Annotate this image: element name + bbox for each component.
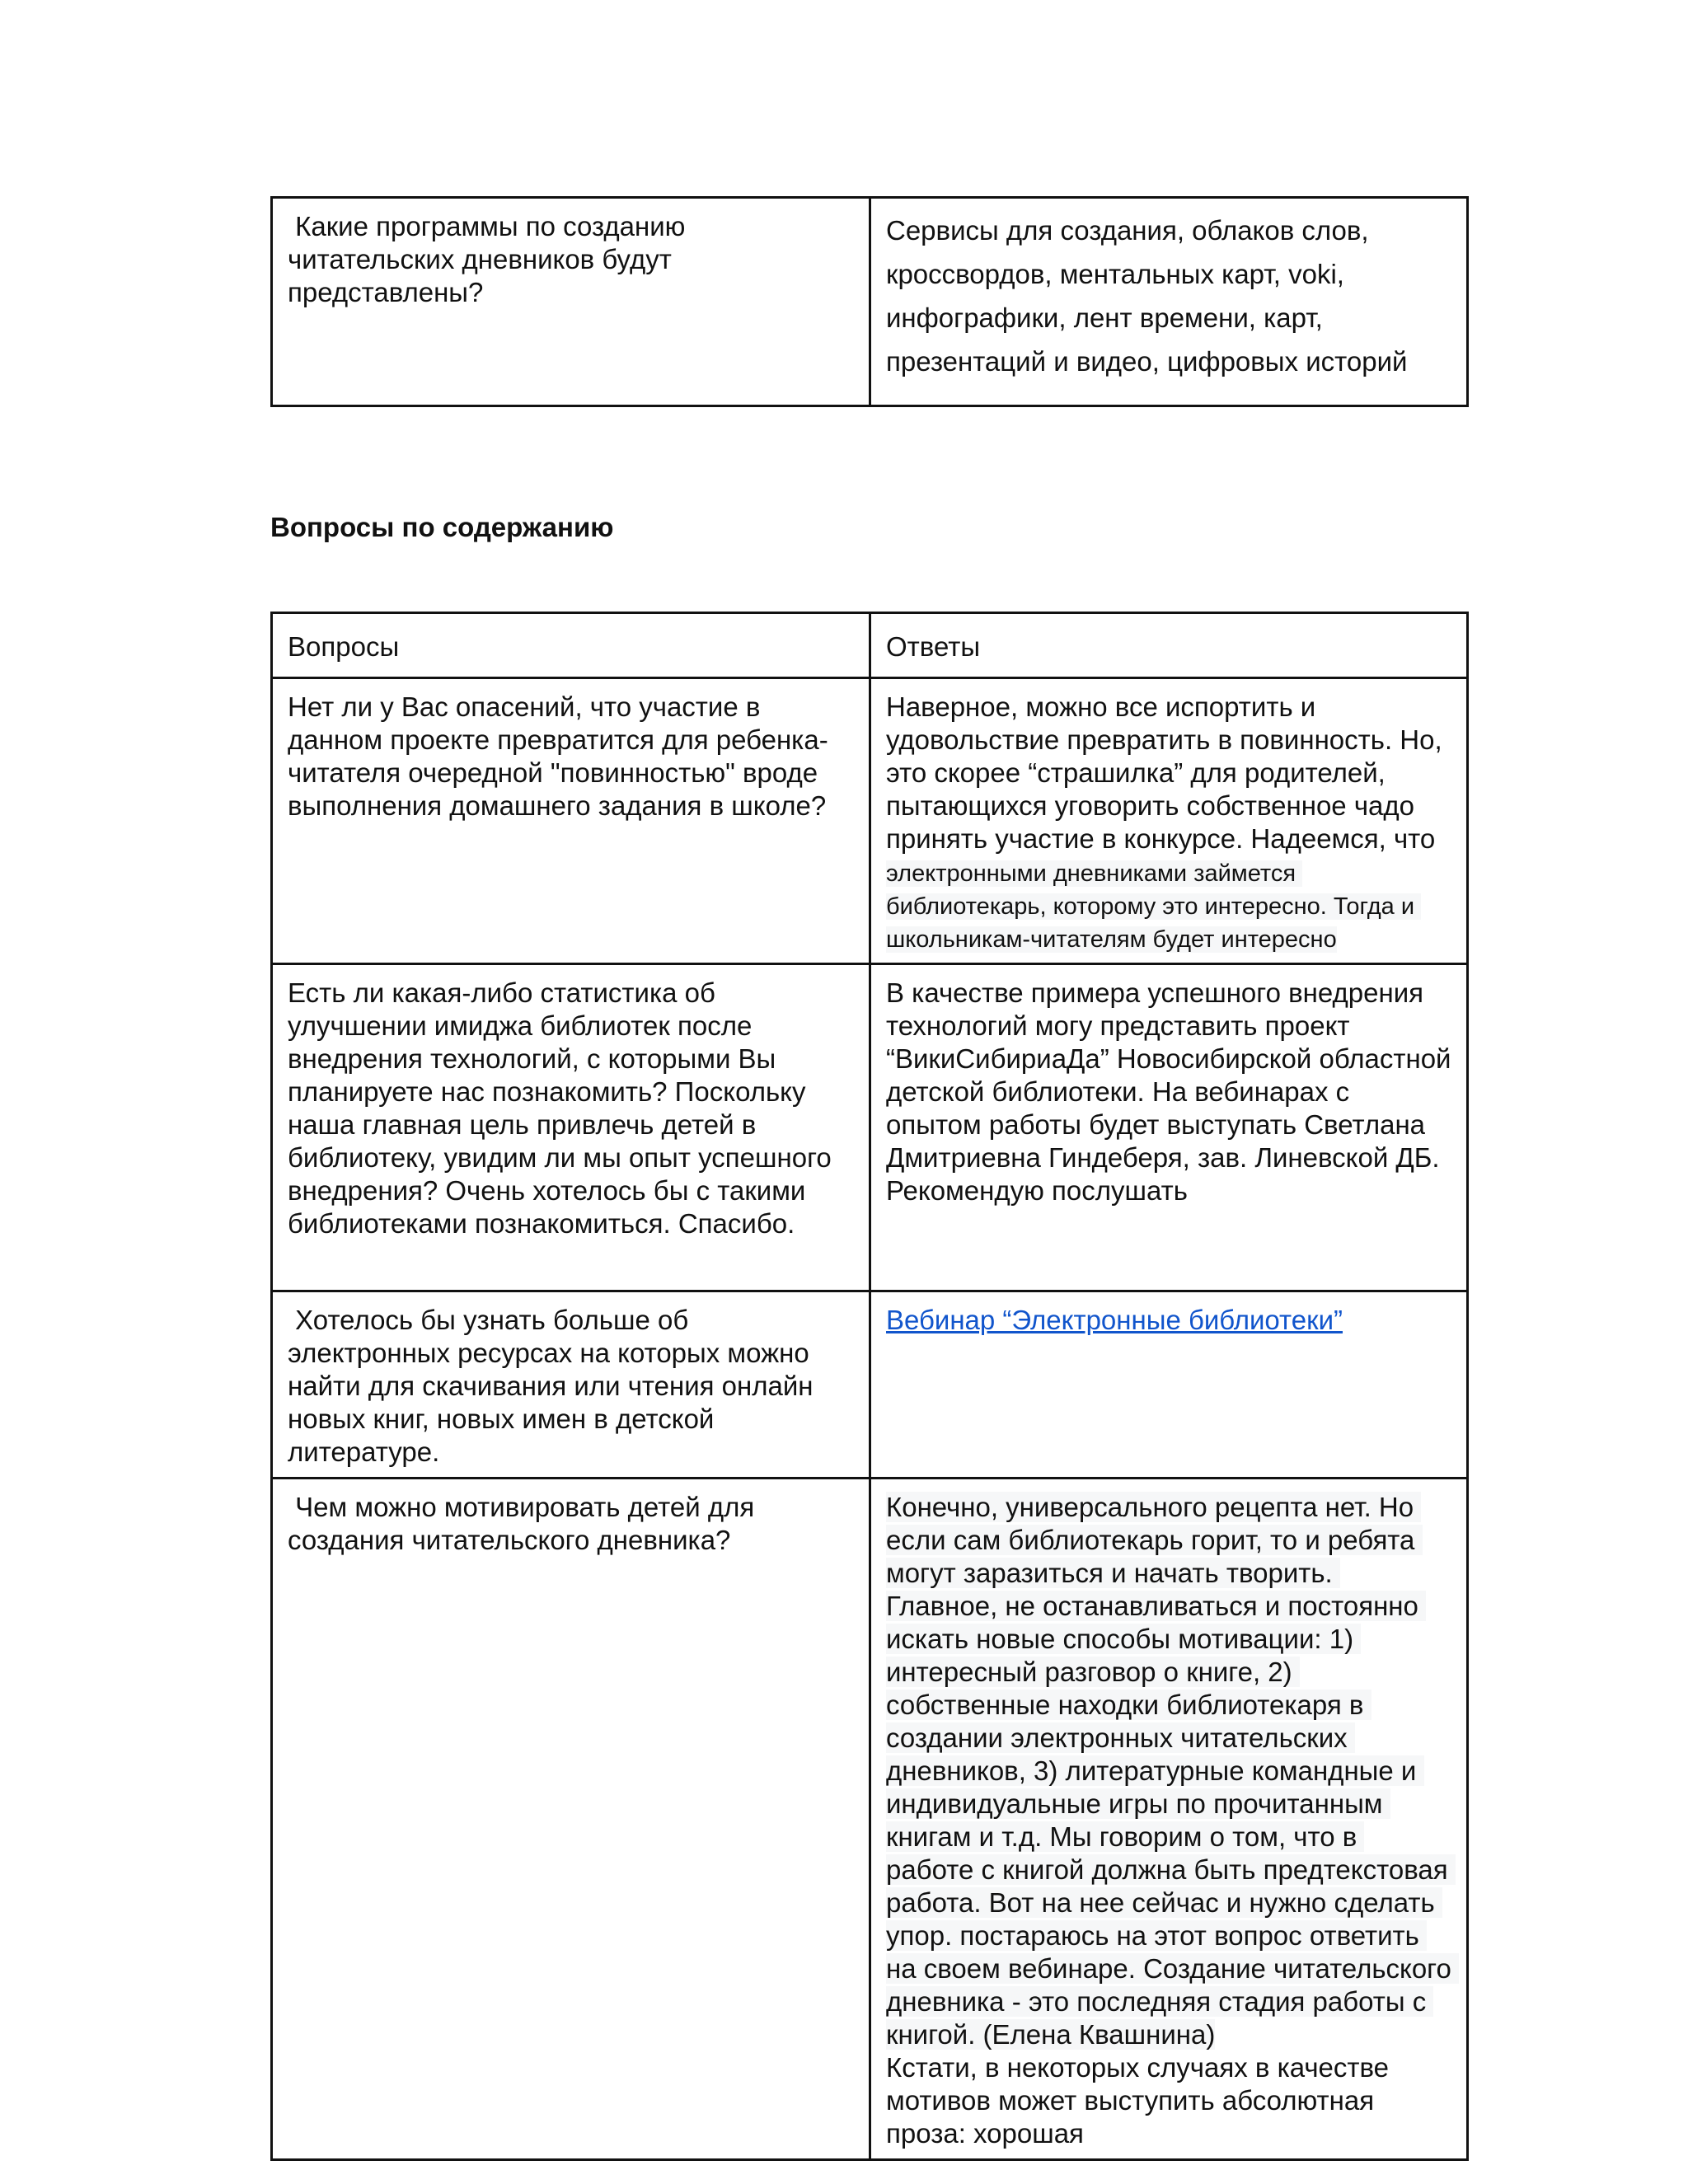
answer-cell: Сервисы для создания, облаков слов, кроссвордов, ментальных карт, voki, инфографики, лент времени, карт, презентаций и видео, цифровых историй bbox=[870, 198, 1468, 406]
table-row bbox=[272, 964, 1468, 1291]
question-cell: Есть ли какая-либо статистика об улучшении имиджа библиотек после внедрения технологий, с которыми Вы планируете нас познакомить? Поскольку наша главная цель привлечь детей в библиотеку, увидим ли мы опыт успешного внедрения? Очень хотелось бы с такими библиотеками познакомиться. Спасибо. bbox=[272, 964, 870, 1291]
header-answers: Ответы bbox=[870, 613, 1468, 678]
table-row bbox=[272, 678, 1468, 964]
programs-table bbox=[270, 196, 1469, 407]
answer-cell bbox=[870, 1291, 1468, 1479]
table-row bbox=[272, 1479, 1468, 2160]
answer-cell bbox=[870, 678, 1468, 964]
answer-cell: В качестве примера успешного внедрения технологий могу представить проект “ВикиСибириаДа” Новосибирской областной детской библиотеки. На вебинарах с опытом работы будет выступать Светлана Дмитриевна Гиндеберя, зав. Линевской ДБ. Рекомендую послушать bbox=[870, 964, 1468, 1291]
question-cell: Нет ли у Вас опасений, что участие в данном проекте превратится для ребенка-читателя очередной "повинностью" вроде выполнения домашнего задания в школе? bbox=[272, 678, 870, 964]
question-cell: Хотелось бы узнать больше об электронных ресурсах на которых можно найти для скачивания или чтения онлайн новых книг, новых имен в детской литературе. bbox=[272, 1291, 870, 1479]
section-heading: Вопросы по содержанию bbox=[270, 512, 614, 542]
table-row bbox=[272, 1291, 1468, 1479]
answer-text-small: электронными дневниками займется библиотекарь, которому это интересно. Тогда и школьникам-читателям будет интересно bbox=[886, 860, 1422, 953]
webinar-link[interactable]: Вебинар “Электронные библиотеки” bbox=[886, 1305, 1343, 1335]
answer-text-extra: Кстати, в некоторых случаях в качестве мотивов может выступить абсолютная проза: хорошая bbox=[886, 2052, 1397, 2149]
header-questions: Вопросы bbox=[272, 613, 870, 678]
answer-text: Наверное, можно все испортить и удовольствие превратить в повинность. Но, это скорее “страшилка” для родителей, пытающихся уговорить собственное чадо принять участие в конкурсе. Надеемся, что bbox=[886, 691, 1450, 854]
answer-cell bbox=[870, 1479, 1468, 2160]
table-row bbox=[272, 198, 1468, 406]
content-questions-table bbox=[270, 612, 1469, 2161]
question-cell: Какие программы по созданию читательских дневников будут представлены? bbox=[272, 198, 870, 406]
question-cell: Чем можно мотивировать детей для создания читательского дневника? bbox=[272, 1479, 870, 2160]
answer-text: Конечно, универсального рецепта нет. Но если сам библиотекарь горит, то и ребята могут заразиться и начать творить. Главное, не останавливаться и постоянно искать новые способы мотивации: 1) интересный разговор о книге, 2) собственные находки библиотекаря в создании электронных читательских дневников, 3) литературные командные и индивидуальные игры по прочитанным книгам и т.д. Мы говорим о том, что в работе с книгой должна быть предтекстовая работа. Вот на нее сейчас и нужно сделать упор. постараюсь на этот вопрос ответить на своем вебинаре. Создание читательского дневника - это последняя стадия работы с книгой. (Елена Квашнина) bbox=[886, 1492, 1460, 2050]
table-header-row bbox=[272, 613, 1468, 678]
